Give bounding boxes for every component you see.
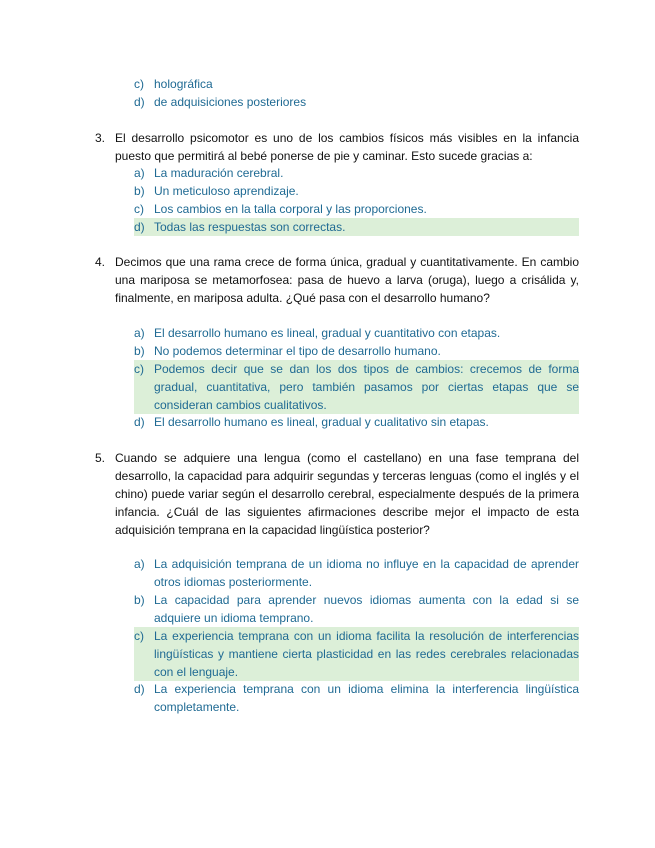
option-label: d): [134, 682, 145, 696]
option-text: El desarrollo humano es lineal, gradual y cualitativo sin etapas.: [154, 415, 489, 429]
q4-option-c-correct: [134, 360, 579, 414]
option-label: d): [134, 95, 145, 109]
option-text: holográfica: [154, 77, 213, 91]
q5-option-b: [134, 591, 579, 627]
question-text: Cuando se adquiere una lengua (como el castellano) en una fase temprana del desarrollo, la capacidad para adquirir segundas y terceras lenguas (como el inglés y el chino) puede variar según el desarrollo cerebral, especialmente después de la primera infancia. ¿Cuál de las siguientes afirmaciones describe mejor el impacto de esta adquisición temprana en la capacidad lingüística posterior?: [115, 451, 579, 537]
option-text: Los cambios en la talla corporal y las proporciones.: [154, 202, 427, 216]
option-label: b): [134, 344, 145, 358]
q3-option-b: [134, 182, 579, 200]
question-number: 4.: [95, 255, 106, 269]
q4-option-d: [134, 413, 579, 431]
option-text: La experiencia temprana con un idioma elimina la interferencia lingüística completamente.: [154, 682, 579, 714]
q3-option-a: [134, 164, 579, 182]
option-text: La experiencia temprana con un idioma facilita la resolución de interferencias lingüísticas y mantiene cierta plasticidad en las redes cerebrales relacionadas con el lenguaje.: [154, 629, 579, 679]
option-label: a): [134, 557, 145, 571]
option-label: c): [134, 629, 144, 643]
option-text: No podemos determinar el tipo de desarrollo humano.: [154, 344, 441, 358]
option-label: c): [134, 77, 144, 91]
option-label: d): [134, 415, 145, 429]
q5-option-c-correct: [134, 627, 579, 681]
option-label: a): [134, 326, 145, 340]
option-text: El desarrollo humano es lineal, gradual y cuantitativo con etapas.: [154, 326, 501, 340]
question-5: [95, 449, 579, 539]
option-text: de adquisiciones posteriores: [154, 95, 307, 109]
option-prev-d: [134, 93, 579, 111]
option-label: b): [134, 184, 145, 198]
question-text: El desarrollo psicomotor es uno de los cambios físicos más visibles en la infancia puesto que permitirá al bebé ponerse de pie y caminar. Esto sucede gracias a:: [115, 131, 579, 163]
q3-option-d-correct: [134, 218, 579, 236]
question-4: [95, 253, 579, 307]
q3-option-c: [134, 200, 579, 218]
q5-option-d: [134, 680, 579, 716]
option-text: La capacidad para aprender nuevos idiomas aumenta con la edad si se adquiere un idioma temprano.: [154, 593, 579, 625]
option-text: Un meticuloso aprendizaje.: [154, 184, 299, 198]
option-text: La adquisición temprana de un idioma no influye en la capacidad de aprender otros idiomas posteriormente.: [154, 557, 579, 589]
question-number: 5.: [95, 451, 106, 465]
q4-option-a: [134, 324, 579, 342]
option-text: La maduración cerebral.: [154, 166, 284, 180]
question-number: 3.: [95, 131, 106, 145]
option-label: a): [134, 166, 145, 180]
question-3: [95, 129, 579, 165]
option-label: b): [134, 593, 145, 607]
option-text: Podemos decir que se dan los dos tipos de cambios: crecemos de forma gradual, cuantitativa, pero también pasamos por ciertas etapas que se consideran cambios cualitativos.: [154, 362, 579, 412]
option-label: c): [134, 202, 144, 216]
option-label: c): [134, 362, 144, 376]
option-text: Todas las respuestas son correctas.: [154, 220, 346, 234]
q4-option-b: [134, 342, 579, 360]
question-text: Decimos que una rama crece de forma única, gradual y cuantitativamente. En cambio una mariposa se metamorfosea: pasa de huevo a larva (oruga), luego a crisálida y, finalmente, en mariposa adulta. ¿Qué pasa con el desarrollo humano?: [115, 255, 579, 305]
option-label: d): [134, 220, 145, 234]
q5-option-a: [134, 555, 579, 591]
option-prev-c: [134, 75, 579, 93]
